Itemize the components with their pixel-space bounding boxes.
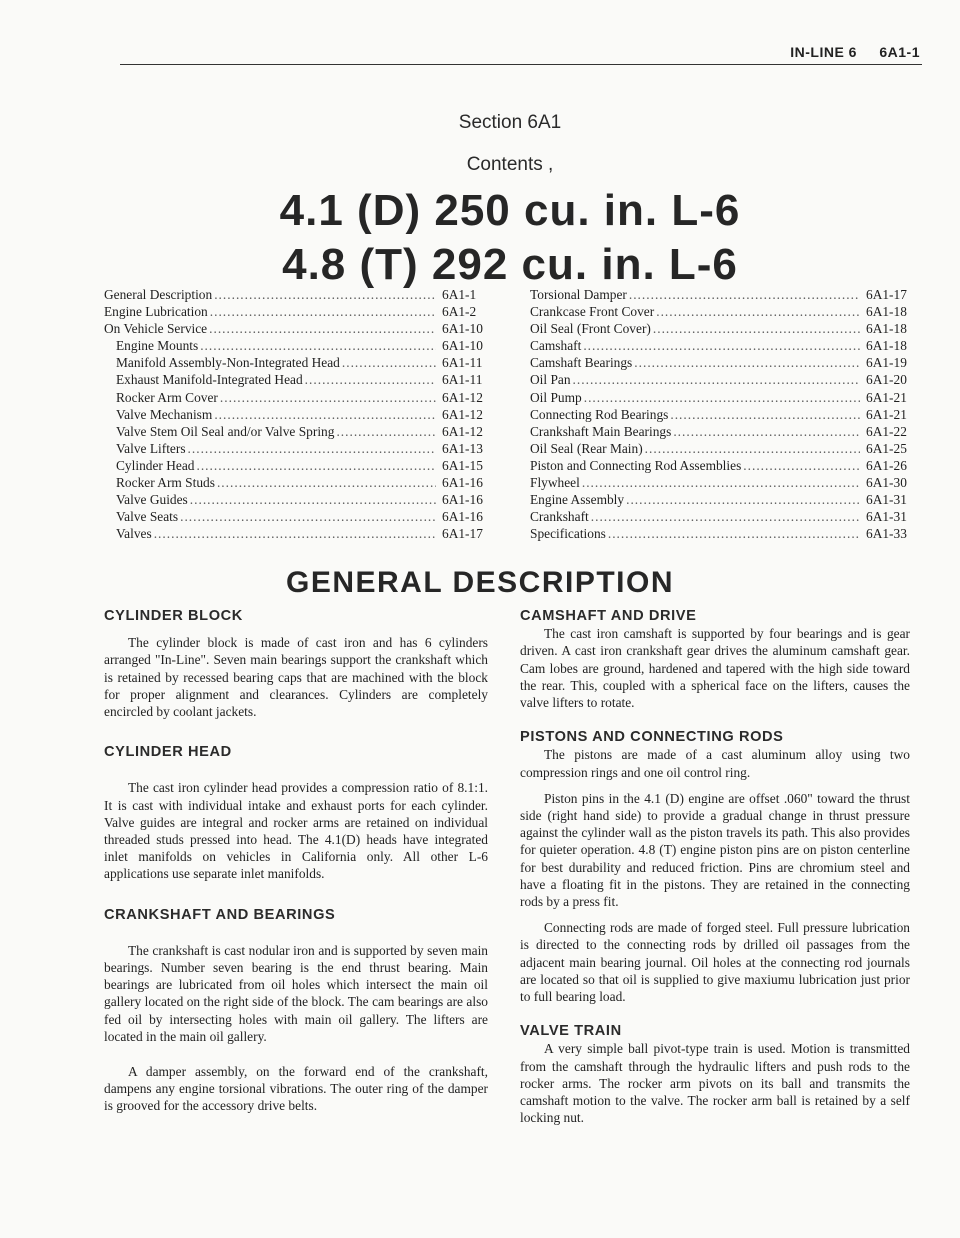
crankshaft-paragraph: The crankshaft is cast nodular iron and is supported by seven main bearings. Number seven bearing is the end thrust bearing. Main bearings are lubricated from oil holes which intersect the main oil gallery located on the right side of the block. The cam bearings are also fed oil by intersecting holes with main oil gallery. The lifters are located in the main oil gallery. xyxy=(104,942,488,1044)
toc-title: Camshaft xyxy=(530,338,582,354)
toc-page: 6A1-17 xyxy=(442,526,483,542)
toc-page: 6A1-30 xyxy=(866,475,907,491)
toc-entry[interactable] xyxy=(530,286,906,303)
toc-title: Rocker Arm Studs xyxy=(116,475,215,491)
toc-page: 6A1-26 xyxy=(866,457,907,473)
toc-leader xyxy=(342,354,436,371)
toc-leader xyxy=(573,371,860,388)
toc-entry[interactable] xyxy=(530,440,906,457)
toc-entry[interactable] xyxy=(530,423,906,440)
cylinder-head-paragraph: The cast iron cylinder head provides a compression ratio of 8.1:1. It is cast with individual intake and exhaust ports for each cylinder. Valve guides are integral and rocker arms are retained on individual threaded studs pressed into head. The 4.1(D) heads have integrated inlet manifolds on vehicles in California only. All other L-6 applications use separate inlet manifolds. xyxy=(104,780,488,882)
toc-leader xyxy=(583,337,860,354)
toc-entry[interactable] xyxy=(530,371,906,388)
toc-page: 6A1-31 xyxy=(866,492,907,508)
toc-entry[interactable] xyxy=(104,525,482,542)
toc-title: Torsional Damper xyxy=(530,287,627,302)
toc-title: Flywheel xyxy=(530,475,580,491)
toc-page: 6A1-11 xyxy=(442,372,483,388)
toc-entry[interactable] xyxy=(104,286,482,303)
toc-page: 6A1-13 xyxy=(442,440,483,456)
toc-leader xyxy=(656,303,860,320)
toc-leader xyxy=(214,286,436,303)
toc-title: Valve Lifters xyxy=(116,440,186,456)
toc-title: Cylinder Head xyxy=(116,457,195,473)
toc-title: Valve Stem Oil Seal and/or Valve Spring xyxy=(116,423,335,439)
pistons-paragraph-3: Connecting rods are made of forged steel. Full pressure lubrication is directed to the connecting rods by drilled oil passages from the adjacent main bearing journal. Oil holes at the connecting rod journals are located so that oil is supplied to give maxiumu lubrication just prior to full bearing load. xyxy=(520,920,910,1005)
toc-title: Crankshaft xyxy=(530,509,589,525)
toc-page: 6A1-16 xyxy=(442,509,483,525)
toc-title: Connecting Rod Bearings xyxy=(530,406,669,422)
engine-title-2: 4.8 (T) 292 cu. in. L-6 xyxy=(282,240,738,289)
toc-page: 6A1-21 xyxy=(866,389,907,405)
toc-leader xyxy=(626,491,860,508)
toc-page: 6A1-18 xyxy=(866,338,907,354)
toc-title: Valve Seats xyxy=(116,509,179,525)
toc-page: 6A1-25 xyxy=(866,440,907,456)
toc-leader xyxy=(305,371,436,388)
toc-title: Rocker Arm Cover xyxy=(116,389,218,405)
toc-title: Exhaust Manifold-Integrated Head xyxy=(116,372,303,388)
toc-entry[interactable] xyxy=(104,320,482,337)
running-title: IN-LINE 6 xyxy=(790,44,857,60)
toc-title: Oil Pan xyxy=(530,372,571,388)
toc-page: 6A1-16 xyxy=(442,475,483,491)
toc-leader xyxy=(200,337,436,354)
toc-title: On Vehicle Service xyxy=(104,321,208,337)
toc-leader xyxy=(653,320,860,337)
toc-leader xyxy=(220,389,436,406)
toc-page: 6A1-17 xyxy=(866,287,907,302)
cylinder-head-heading: CYLINDER HEAD xyxy=(104,744,232,761)
toc-leader xyxy=(196,457,436,474)
toc-title: Valves xyxy=(116,526,152,542)
toc-page: 6A1-18 xyxy=(866,321,907,337)
valve-train-paragraph: A very simple ball pivot-type train is used. Motion is transmitted from the camshaft through the hydraulic lifters and push rods to the rocker arms. The rocker arm pivots on its ball and transmits the camshaft motion to the valve. The rocker arm ball is retained by a self locking nut. xyxy=(520,1041,910,1126)
toc-leader xyxy=(629,286,860,303)
toc-entry[interactable] xyxy=(530,457,906,474)
general-description-heading: GENERAL DESCRIPTION xyxy=(286,566,674,599)
toc-entry[interactable] xyxy=(530,303,906,320)
toc-leader xyxy=(214,406,436,423)
toc-leader xyxy=(591,508,860,525)
pistons-paragraph-2: Piston pins in the 4.1 (D) engine are offset .060" toward the thrust side (right hand side) to provide a gradual change in thrust pressure against the cylinder wall as the piston travels its path. This also provides for quieter operation. 4.8 (T) engine piston pins are on piston centerline for best durability and reduced friction. Pins are chromium steel and have a floating fit in the pistons. They are retained in the connecting rods by a press fit. xyxy=(520,790,910,910)
toc-page: 6A1-18 xyxy=(866,304,907,320)
toc-leader xyxy=(584,389,860,406)
toc-title: Piston and Connecting Rod Assemblies xyxy=(530,457,742,473)
header-rule xyxy=(120,64,922,65)
toc-entry[interactable] xyxy=(104,371,482,388)
toc-entry[interactable] xyxy=(530,525,906,542)
toc-entry[interactable] xyxy=(530,354,906,371)
toc-entry[interactable] xyxy=(530,406,906,423)
toc-leader xyxy=(645,440,860,457)
crankshaft-heading: CRANKSHAFT AND BEARINGS xyxy=(104,906,336,923)
toc-page: 6A1-20 xyxy=(866,372,907,388)
camshaft-paragraph: The cast iron camshaft is supported by four bearings and is gear driven. A cast iron crankshaft gear drives the aluminum camshaft gear. Cam lobes are ground, hardened and tapered with the high side toward the rear. This, coupled with a spherical face on the lifters, causes the valve lifters to rotate. xyxy=(520,626,910,711)
toc-leader xyxy=(190,491,436,508)
toc-leader xyxy=(217,474,436,491)
toc-page: 6A1-16 xyxy=(442,492,483,508)
toc-leader xyxy=(743,457,860,474)
toc-entry[interactable] xyxy=(530,474,906,491)
toc-page: 6A1-22 xyxy=(866,423,907,439)
toc-page: 6A1-10 xyxy=(442,321,483,337)
toc-leader xyxy=(336,423,436,440)
toc-right-column xyxy=(530,286,906,542)
toc-page: 6A1-15 xyxy=(442,457,483,473)
toc-entry[interactable] xyxy=(530,337,906,354)
toc-title: Oil Seal (Rear Main) xyxy=(530,440,643,456)
toc-entry[interactable] xyxy=(104,457,482,474)
toc-page: 6A1-12 xyxy=(442,406,483,422)
toc-leader xyxy=(210,303,436,320)
contents-label: Contents , xyxy=(466,154,554,175)
valve-train-heading: VALVE TRAIN xyxy=(520,1023,622,1040)
toc-page: 6A1-11 xyxy=(442,355,483,371)
toc-entry[interactable] xyxy=(530,508,906,525)
toc-title: General Description xyxy=(104,287,213,302)
running-header xyxy=(790,44,920,60)
toc-title: Valve Mechanism xyxy=(116,406,213,422)
toc-entry[interactable] xyxy=(104,423,482,440)
cylinder-block-paragraph: The cylinder block is made of cast iron and has 6 cylinders arranged "In-Line". Seven main bearings support the crankshaft which is retained by recessed bearing caps that are machined with the block for proper alignment and clearances. Cylinders are completely encircled by coolant jackets. xyxy=(104,635,488,720)
toc-leader xyxy=(608,525,860,542)
toc-entry[interactable] xyxy=(104,389,482,406)
toc-leader xyxy=(180,508,436,525)
cylinder-block-heading: CYLINDER BLOCK xyxy=(104,608,243,624)
toc-title: Oil Seal (Front Cover) xyxy=(530,321,651,337)
toc-entry[interactable] xyxy=(104,354,482,371)
toc-title: Crankshaft Main Bearings xyxy=(530,423,672,439)
toc-leader xyxy=(634,354,860,371)
toc-page: 6A1-10 xyxy=(442,338,483,354)
pistons-heading: PISTONS AND CONNECTING RODS xyxy=(520,729,784,746)
toc-entry[interactable] xyxy=(530,491,906,508)
toc-title: Engine Mounts xyxy=(116,338,199,354)
toc-leader xyxy=(188,440,436,457)
toc-title: Valve Guides xyxy=(116,492,188,508)
toc-title: Crankcase Front Cover xyxy=(530,304,655,320)
section-label: Section 6A1 xyxy=(458,112,562,133)
toc-page: 6A1-31 xyxy=(866,509,907,525)
toc-entry[interactable] xyxy=(104,440,482,457)
toc-page: 6A1-2 xyxy=(442,304,477,320)
toc-title: Camshaft Bearings xyxy=(530,355,633,371)
toc-left-column xyxy=(104,286,482,542)
toc-entry[interactable] xyxy=(104,474,482,491)
toc-entry[interactable] xyxy=(530,389,906,406)
toc-title: Manifold Assembly-Non-Integrated Head xyxy=(116,355,340,371)
toc-title: Specifications xyxy=(530,526,606,542)
toc-leader xyxy=(582,474,860,491)
toc-entry[interactable] xyxy=(530,320,906,337)
toc-leader xyxy=(670,406,860,423)
toc-entry[interactable] xyxy=(104,491,482,508)
page-number: 6A1-1 xyxy=(879,44,920,60)
toc-leader xyxy=(154,525,436,542)
toc-leader xyxy=(209,320,436,337)
engine-title-1: 4.1 (D) 250 cu. in. L-6 xyxy=(279,186,741,235)
toc-title: Engine Lubrication xyxy=(104,304,208,320)
toc-title: Engine Assembly xyxy=(530,492,625,508)
toc-page: 6A1-19 xyxy=(866,355,907,371)
toc-title: Oil Pump xyxy=(530,389,582,405)
pistons-paragraph-1: The pistons are made of a cast aluminum alloy using two compression rings and one oil control ring. xyxy=(520,747,910,780)
toc-page: 6A1-12 xyxy=(442,423,483,439)
toc-entry[interactable] xyxy=(104,406,482,423)
toc-leader xyxy=(673,423,860,440)
toc-entry[interactable] xyxy=(104,337,482,354)
toc-page: 6A1-21 xyxy=(866,406,907,422)
camshaft-heading: CAMSHAFT AND DRIVE xyxy=(520,608,697,624)
body-right-column xyxy=(520,608,910,1126)
damper-paragraph: A damper assembly, on the forward end of the crankshaft, dampens any engine torsional vibrations. The outer ring of the damper is grooved for the accessory drive belts. xyxy=(104,1064,488,1114)
toc-entry[interactable] xyxy=(104,508,482,525)
toc-page: 6A1-12 xyxy=(442,389,483,405)
toc-page: 6A1-33 xyxy=(866,526,907,542)
toc-page: 6A1-1 xyxy=(442,287,477,302)
toc-entry[interactable] xyxy=(104,303,482,320)
body-left-column xyxy=(104,608,488,1115)
